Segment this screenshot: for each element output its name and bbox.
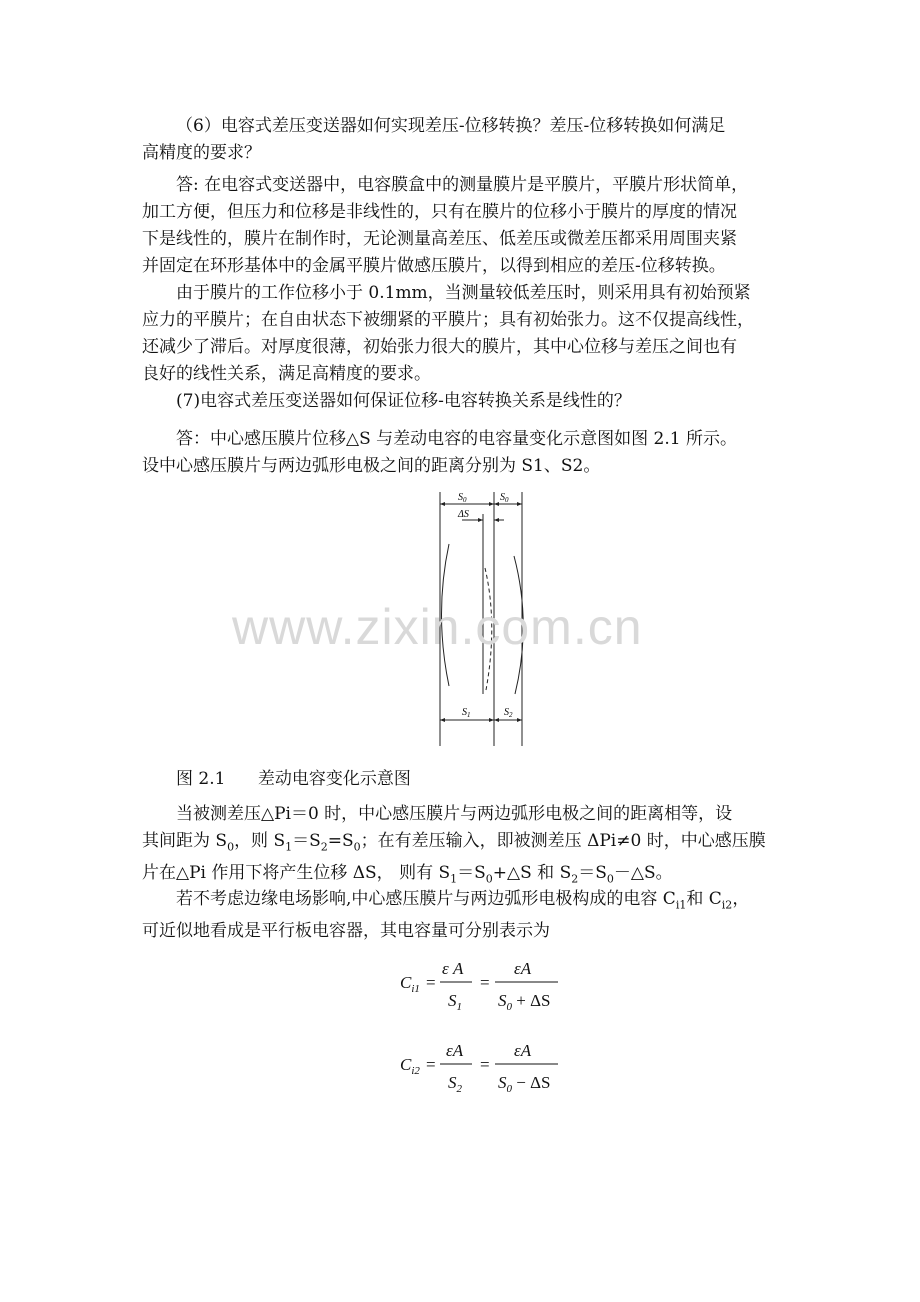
paragraph-line: 当被测差压△Pi＝0 时，中心感压膜片与两边弧形电极之间的距离相等，设 — [176, 804, 733, 824]
question-7 — [142, 388, 782, 415]
paragraph-line: 若不考虑边缘电场影响,中心感压膜片与两边弧形电极构成的电容 $C_{i1}$和 $C_{i2}$， — [176, 889, 750, 912]
svg-text:S1: $S_1$ — [448, 991, 462, 1013]
svg-text:S2: $S_2$ — [448, 1073, 462, 1095]
svg-text:=: = — [480, 973, 490, 992]
paragraph-line: 良好的线性关系，满足高精度的要求。 — [142, 364, 431, 384]
svg-text:εA: εA — [514, 1041, 532, 1060]
answer-7 — [142, 426, 782, 480]
answer-6-line: 并固定在环形基体中的金属平膜片做感压膜片，以得到相应的差压-位移转换。 — [142, 256, 726, 276]
label-delta-s: ΔS — [458, 509, 469, 520]
question-7-line: (7)电容式差压变送器如何保证位移-电容转换关系是线性的？ — [176, 391, 631, 411]
label-s0-right: $S_0$ — [500, 492, 509, 504]
paragraph-line: 其间距为 $S_0$，则 $S_1=S_2=S_0$；在有差压输入，即被测差压 ΔPi≠0 时，中心感压膜 — [142, 831, 766, 854]
svg-text:εA: εA — [446, 1041, 464, 1060]
paragraph-equal-distance — [142, 801, 782, 893]
answer-6-line: 答: 在电容式变送器中，电容膜盒中的测量膜片是平膜片，平膜片形状简单， — [176, 175, 749, 195]
formula-ci2 — [380, 1032, 600, 1096]
svg-text:ε A: ε A — [442, 959, 464, 978]
svg-text:S0 + ΔS: $S_0 + \Delta S$ — [498, 991, 551, 1013]
svg-text:Ci2: $C_{i2}$ — [400, 1055, 420, 1077]
svg-text:S0 − ΔS: $S_0 - \Delta S$ — [498, 1073, 551, 1095]
paragraph-line: 应力的平膜片；在自由状态下被绷紧的平膜片；具有初始张力。这不仅提高线性， — [142, 310, 754, 330]
answer-7-line: 答：中心感压膜片位移△S 与差动电容的电容量变化示意图如图 2.1 所示。 — [176, 429, 737, 449]
question-6 — [142, 113, 782, 167]
svg-text:Ci1: $C_{i1}$ — [400, 973, 420, 995]
paragraph-line: 片在△Pi 作用下将产生位移 ΔS， 则有 $S_1=S_0+\triangle S$ 和 $S_2=S_0-\triangle S$。 — [142, 863, 673, 886]
label-s1: $S_1$ — [462, 707, 471, 719]
paragraph-line: 还减少了滞后。对厚度很薄，初始张力很大的膜片，其中心位移与差压之间也有 — [142, 337, 737, 357]
answer-7-line: 设中心感压膜片与两边弧形电极之间的距离分别为 S1、S2。 — [142, 456, 601, 476]
label-s2: $S_2$ — [504, 707, 513, 719]
answer-6-line: 加工方便，但压力和位移是非线性的，只有在膜片的位移小于膜片的厚度的情况 — [142, 202, 737, 222]
question-6-line-2: 高精度的要求？ — [142, 143, 261, 163]
svg-text:=: = — [426, 973, 436, 992]
svg-text:=: = — [426, 1055, 436, 1074]
paragraph-linearity — [142, 280, 782, 388]
svg-text:=: = — [480, 1055, 490, 1074]
paragraph-line: 可近似地看成是平行板电容器，其电容量可分别表示为 — [142, 921, 550, 942]
figure-caption: 图 2.1 差动电容变化示意图 — [176, 769, 411, 789]
question-6-line-1: （6）电容式差压变送器如何实现差压-位移转换？差压-位移转换如何满足 — [176, 116, 726, 136]
answer-6-line: 下是线性的，膜片在制作时，无论测量高差压、低差压或微差压都采用周围夹紧 — [142, 229, 737, 249]
answer-6 — [142, 172, 782, 280]
svg-text:εA: εA — [514, 959, 532, 978]
paragraph-parallel-plate — [142, 886, 782, 945]
formula-ci1 — [380, 950, 600, 1014]
label-s0-left: $S_0$ — [458, 492, 467, 504]
paragraph-line: 由于膜片的工作位移小于 0.1mm，当测量较低差压时，则采用具有初始预紧 — [176, 283, 751, 303]
watermark: www.zixin.com.cn — [232, 599, 643, 655]
